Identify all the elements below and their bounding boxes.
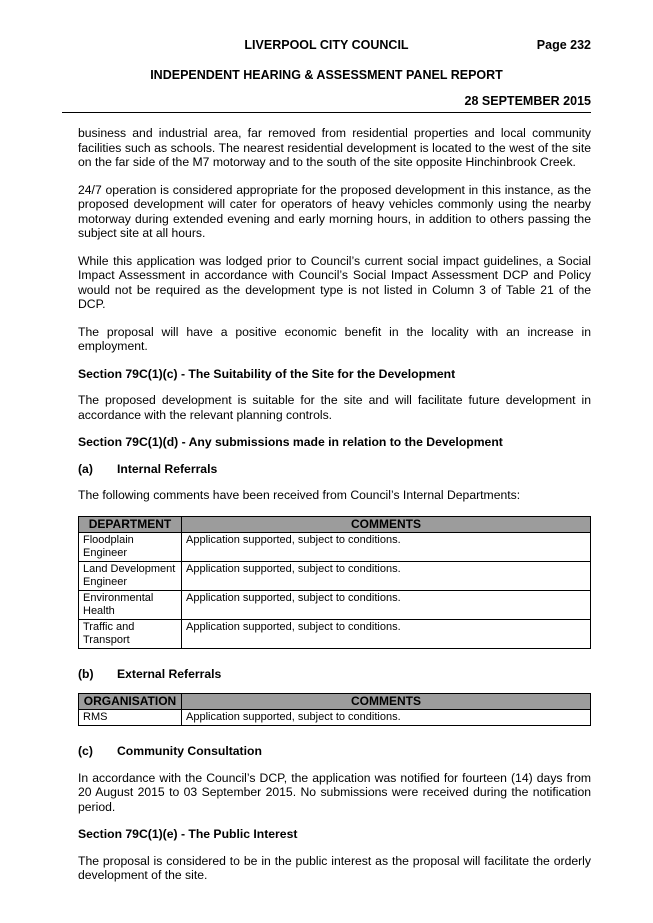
internal-referrals-table — [78, 516, 591, 649]
report-date: 28 SEPTEMBER 2015 — [464, 94, 591, 108]
table-row — [79, 590, 591, 619]
organisation-cell: RMS — [79, 710, 182, 726]
table-row — [79, 532, 591, 561]
column-header: COMMENTS — [182, 694, 591, 710]
section-heading-suitability: Section 79C(1)(c) - The Suitability of the Site for the Development — [78, 366, 456, 381]
paragraph: While this application was lodged prior to Council’s current social impact guidelines, a Social Impact Assessment in accordance with Council’s Social Impact Assessment DCP and Policy would not be required as the development type is not listed in Column 3 of Table 21 of the DCP. — [78, 253, 591, 311]
subheading-external-referrals — [78, 667, 591, 682]
paragraph: The following comments have been received from Council’s Internal Departments: — [78, 488, 521, 502]
table-row — [79, 710, 591, 726]
paragraph: business and industrial area, far removed from residential properties and local community facilities such as schools. The nearest residential development is located to the west of the site on the far side of the M7 motorway and to the south of the site opposite Hinchinbrook Creek. — [78, 126, 591, 169]
table-row — [79, 619, 591, 648]
section-heading-public-interest: Section 79C(1)(e) - The Public Interest — [78, 827, 298, 841]
department-cell: Land Development Engineer — [79, 561, 182, 590]
subheading-letter: (c) — [78, 744, 93, 758]
council-name: LIVERPOOL CITY COUNCIL — [244, 38, 409, 52]
comment-cell: Application supported, subject to conditions. — [182, 619, 591, 648]
comment-cell: Application supported, subject to conditions. — [182, 532, 591, 561]
table-row — [79, 561, 591, 590]
subheading-title: Internal Referrals — [117, 461, 218, 476]
department-cell: Floodplain Engineer — [79, 532, 182, 561]
subheading-title: External Referrals — [117, 666, 222, 681]
subheading-letter: (b) — [78, 666, 94, 681]
section-heading-submissions: Section 79C(1)(d) - Any submissions made in relation to the Development — [78, 435, 503, 449]
comment-cell: Application supported, subject to conditions. — [182, 561, 591, 590]
paragraph: In accordance with the Council’s DCP, the application was notified for fourteen (14) days from 20 August 2015 to 03 September 2015. No submissions were received during the notification period. — [78, 770, 591, 814]
comment-cell: Application supported, subject to conditions. — [182, 590, 591, 619]
paragraph: 24/7 operation is considered appropriate for the proposed development in this instance, as the proposed development will cater for operators of heavy vehicles commonly using the nearby motorway during extended evening and early morning hours, in addition to others passing the subject site at all hours. — [78, 182, 591, 240]
department-cell: Environmental Health — [79, 590, 182, 619]
table-header-row — [79, 516, 591, 532]
column-header: COMMENTS — [182, 516, 591, 532]
page-number: Page 232 — [536, 38, 591, 52]
subheading-title: Community Consultation — [117, 744, 262, 758]
subheading-community-consultation — [78, 744, 591, 759]
table-header-row — [79, 694, 591, 710]
subheading-internal-referrals — [78, 462, 591, 477]
subheading-letter: (a) — [78, 461, 93, 476]
department-cell: Traffic and Transport — [79, 619, 182, 648]
comment-cell: Application supported, subject to conditions. — [182, 710, 591, 726]
header-divider — [62, 112, 591, 113]
document-body — [78, 126, 591, 896]
column-header: DEPARTMENT — [79, 516, 182, 532]
paragraph: The proposal will have a positive economic benefit in the locality with an increase in employment. — [78, 324, 591, 353]
paragraph: The proposed development is suitable for the site and will facilitate future development in accordance with the relevant planning controls. — [78, 393, 591, 422]
column-header: ORGANISATION — [79, 694, 182, 710]
report-title: INDEPENDENT HEARING & ASSESSMENT PANEL REPORT — [150, 68, 503, 82]
paragraph: The proposal is considered to be in the public interest as the proposal will facilitate the orderly development of the site. — [78, 853, 591, 882]
external-referrals-table — [78, 693, 591, 726]
